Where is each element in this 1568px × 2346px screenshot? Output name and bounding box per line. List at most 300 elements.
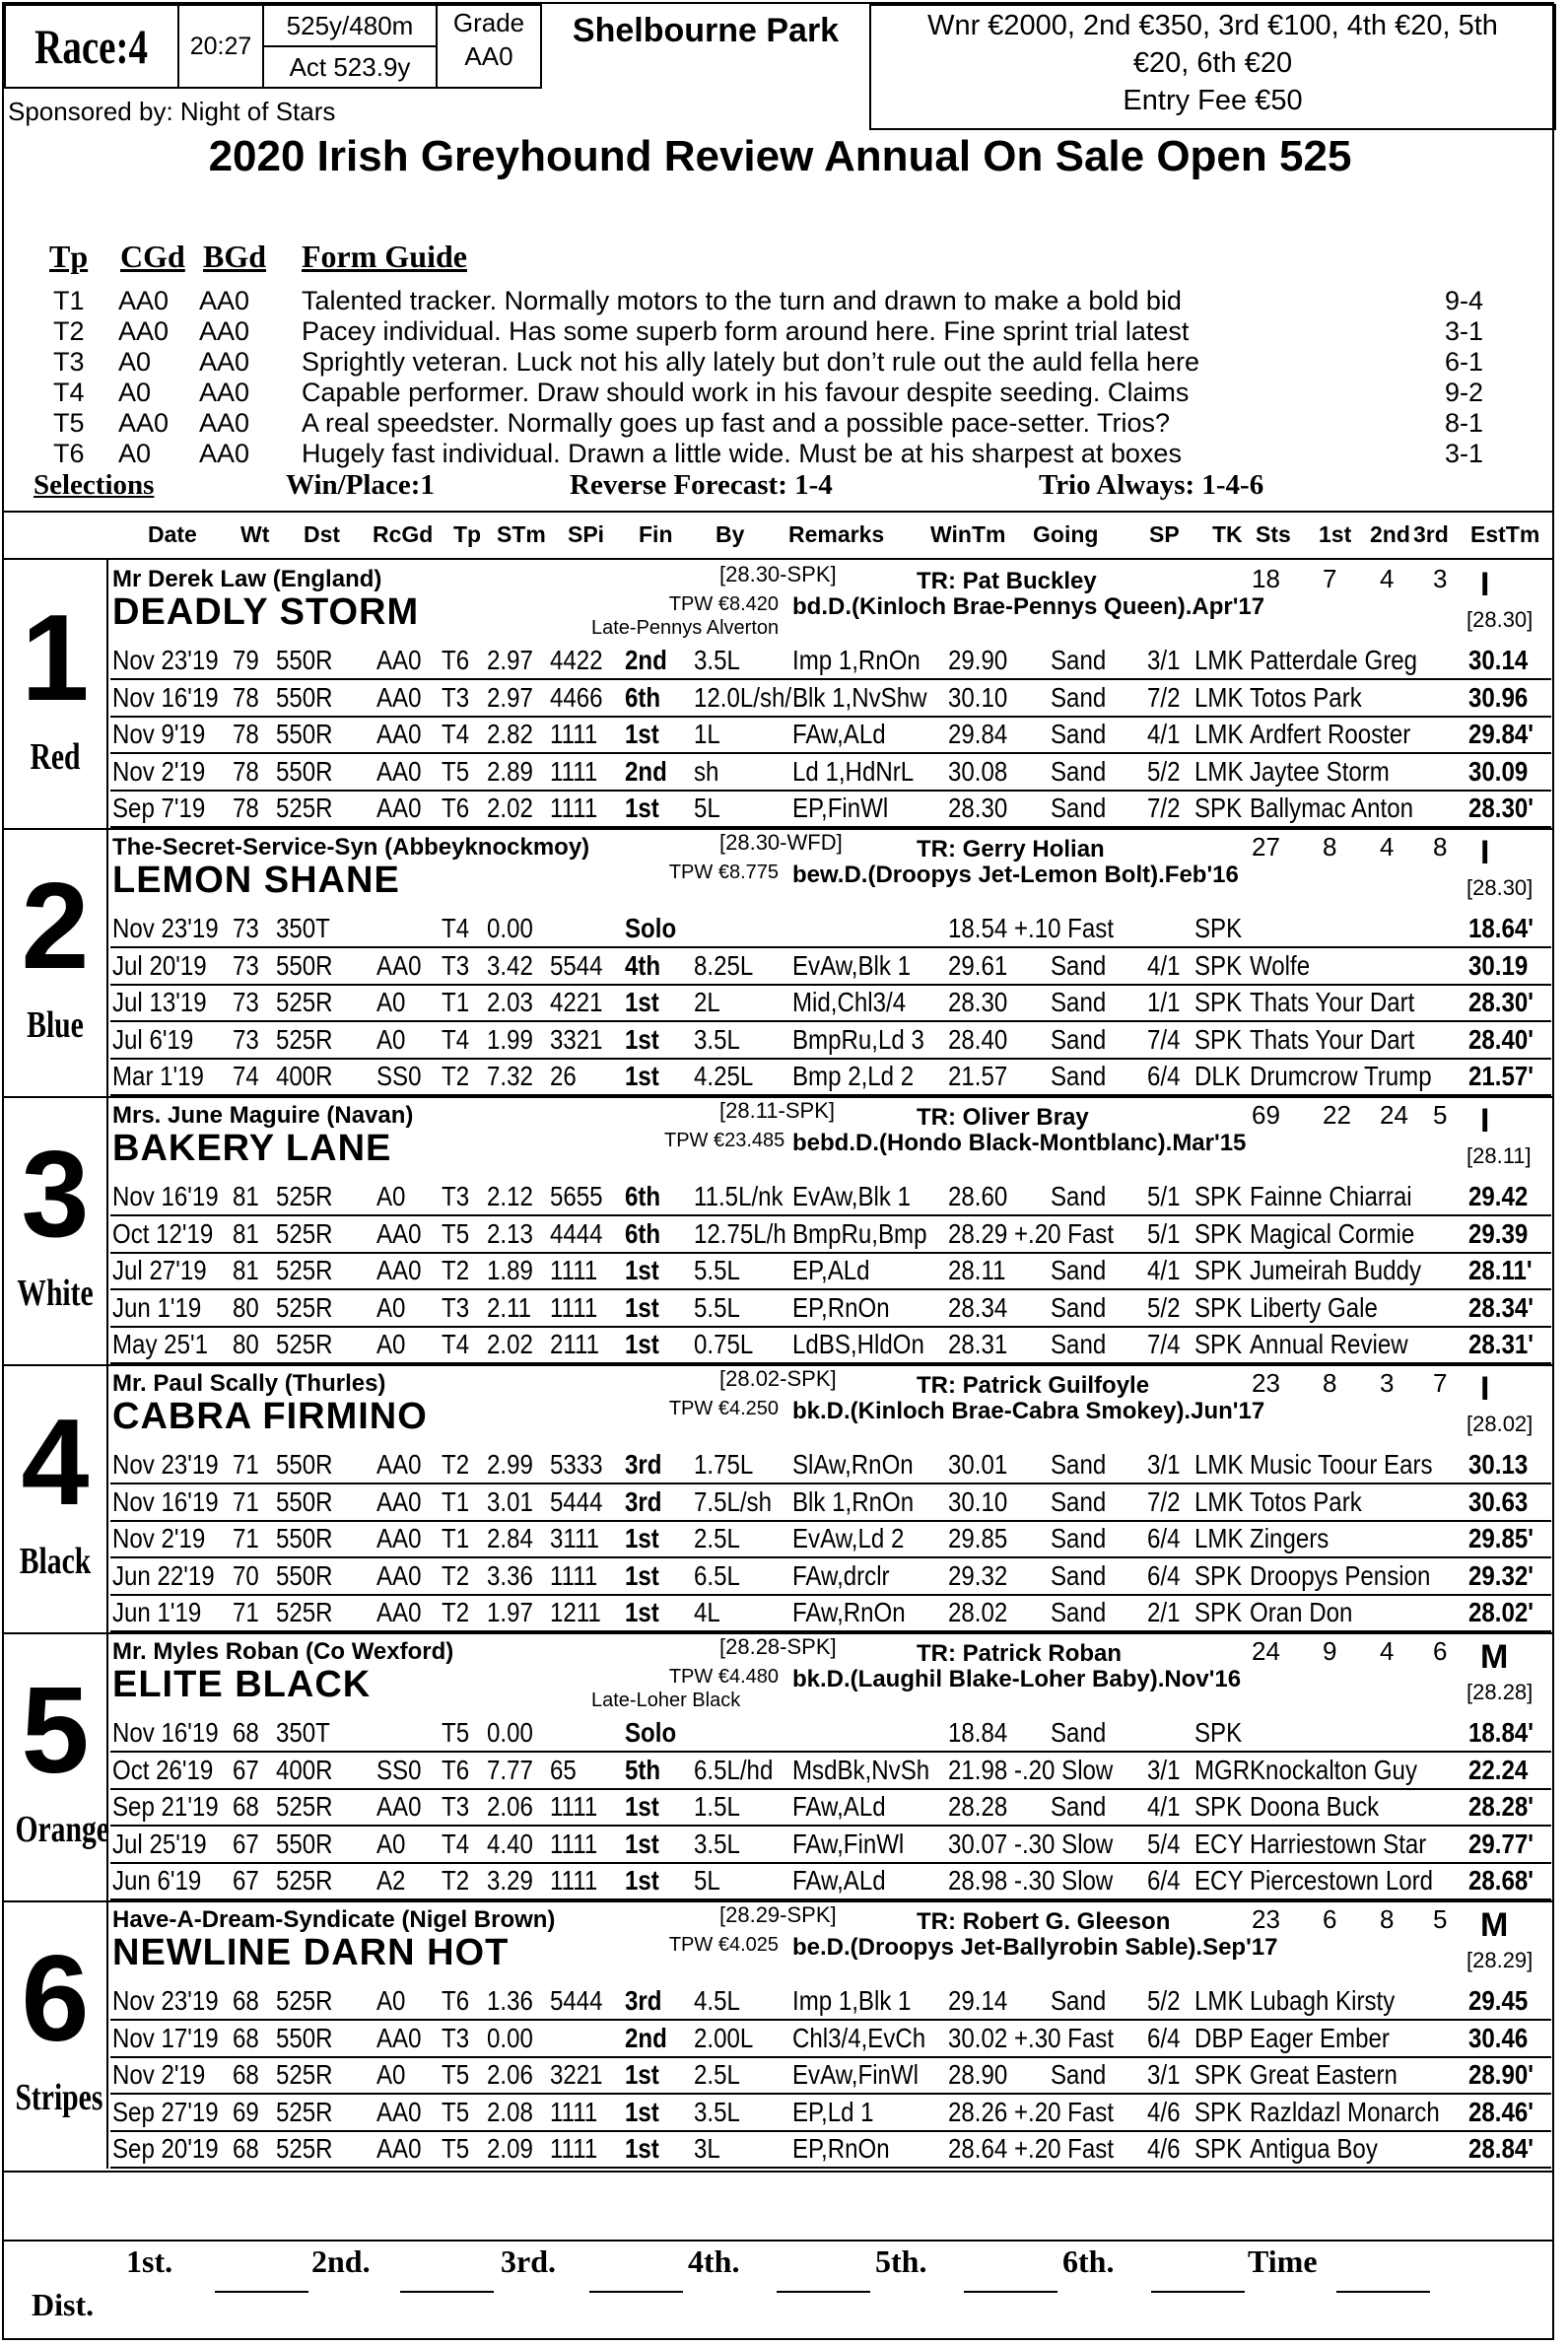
win-place: Win/Place:1 xyxy=(286,469,435,501)
run-est: 28.46' xyxy=(1468,2096,1534,2127)
run-est: 28.84' xyxy=(1468,2133,1534,2164)
run-est: 21.57' xyxy=(1468,1061,1534,1091)
run-wt: 73 xyxy=(233,949,259,981)
run-tk: LMK xyxy=(1194,1985,1244,2016)
run-spi: 2111 xyxy=(550,1329,600,1359)
race-title: 2020 Irish Greyhound Review Annual On Sale Open 525 xyxy=(208,132,1352,180)
run-wintm: 29.32 xyxy=(948,1559,1008,1591)
column-header: Wt xyxy=(240,521,270,547)
run-stm: 3.42 xyxy=(487,949,533,981)
run-date: Nov 16'19 xyxy=(112,1181,219,1211)
run-spi: 3221 xyxy=(550,2059,603,2090)
run-wintm: 28.30 xyxy=(948,987,1008,1017)
run-sp: 6/4 xyxy=(1147,1559,1181,1591)
fg-cgd: A0 xyxy=(118,347,152,377)
run-fin: 3rd xyxy=(625,1485,662,1517)
form-run-row xyxy=(4,717,1552,753)
run-stm: 2.02 xyxy=(487,793,533,823)
starts: 24 xyxy=(1252,1636,1280,1666)
run-tp: T2 xyxy=(442,1255,470,1285)
run-wt: 67 xyxy=(233,1754,259,1785)
run-dst: 525R xyxy=(276,1181,333,1211)
run-fin: 1st xyxy=(625,1791,659,1822)
run-spi: 1111 xyxy=(550,1255,598,1285)
fg-trap: T5 xyxy=(53,408,85,438)
trap-number: 1 xyxy=(21,590,90,726)
run-by: 1.75L xyxy=(694,1449,754,1480)
run-sp: 3/1 xyxy=(1147,1449,1181,1480)
runner-entry xyxy=(4,828,1552,1096)
run-wintm: 29.14 xyxy=(948,1985,1008,2016)
run-est: 29.45 xyxy=(1468,1985,1529,2016)
form-run-row xyxy=(4,948,1552,985)
run-tp: T5 xyxy=(442,2133,470,2164)
run-opp: Piercestown Lord xyxy=(1250,1865,1434,1896)
run-wintm: 29.90 xyxy=(948,645,1008,675)
est-best: [28.30] xyxy=(1466,607,1534,632)
form-run-row xyxy=(4,1327,1552,1363)
place-label: 2nd. xyxy=(311,2243,371,2279)
run-fin: 1st xyxy=(625,1255,659,1285)
run-tp: T5 xyxy=(442,1717,470,1748)
place-label: 4th. xyxy=(688,2243,740,2279)
run-tp: T3 xyxy=(442,1791,470,1822)
grade-letter: I xyxy=(1480,1102,1490,1139)
place-blank xyxy=(400,2291,494,2293)
late-note: Late-Pennys Alverton xyxy=(591,617,780,639)
run-stm: 2.06 xyxy=(487,1791,533,1822)
fg-trap: T4 xyxy=(53,378,85,407)
run-est: 28.34' xyxy=(1468,1291,1534,1323)
run-tp: T4 xyxy=(442,719,470,749)
run-rcgd: AA0 xyxy=(376,645,422,675)
trainer: TR: Gerry Holian xyxy=(917,836,1105,862)
form-run-row xyxy=(4,1863,1552,1899)
run-spi: 5544 xyxy=(550,949,603,981)
run-date: Sep 27'19 xyxy=(112,2096,219,2127)
place-label: Time xyxy=(1248,2243,1318,2279)
fg-header-tp: Tp xyxy=(49,239,89,274)
run-date: Oct 12'19 xyxy=(112,1217,214,1249)
run-sp: 6/4 xyxy=(1147,1865,1181,1896)
run-tp: T3 xyxy=(442,1181,470,1211)
run-opp: Harriestown Star xyxy=(1250,1828,1427,1859)
run-by: 4.5L xyxy=(694,1985,740,2016)
run-stm: 2.13 xyxy=(487,1217,533,1249)
run-dst: 350T xyxy=(276,913,330,943)
best-time: [28.11-SPK] xyxy=(719,1098,835,1123)
run-sp: 2/1 xyxy=(1147,1597,1181,1627)
column-header: WinTm xyxy=(930,521,1006,547)
run-date: Jun 1'19 xyxy=(112,1597,202,1627)
run-tk: SPK xyxy=(1194,1717,1243,1748)
run-tp: T5 xyxy=(442,755,470,787)
run-opp: Ardfert Rooster xyxy=(1250,719,1411,749)
place-label: 1st. xyxy=(126,2243,173,2279)
fg-trap: T1 xyxy=(53,286,85,315)
run-wintm: 21.57 xyxy=(948,1061,1008,1091)
run-wt: 71 xyxy=(233,1597,259,1627)
run-wt: 80 xyxy=(233,1291,259,1323)
run-stm: 1.99 xyxy=(487,1023,533,1055)
run-fin: 6th xyxy=(625,1181,661,1211)
run-by: 6.5L/hd xyxy=(694,1754,774,1785)
column-header: SPi xyxy=(568,521,605,547)
trap-number: 5 xyxy=(21,1663,90,1799)
tpw: TPW €8.775 xyxy=(668,862,779,883)
tpw: TPW €4.025 xyxy=(668,1934,779,1956)
run-rcgd: A0 xyxy=(376,1828,406,1859)
thirds: 5 xyxy=(1433,1904,1448,1934)
seconds: 3 xyxy=(1380,1368,1395,1398)
prizes-line2: €20, 6th €20 xyxy=(1132,47,1293,79)
run-fin: 2nd xyxy=(625,2022,667,2053)
form-run-row xyxy=(4,1253,1552,1289)
fg-odds: 8-1 xyxy=(1445,408,1484,438)
run-wt: 71 xyxy=(233,1523,259,1553)
run-wt: 68 xyxy=(233,1985,259,2016)
run-est: 28.30' xyxy=(1468,987,1534,1017)
run-tp: T2 xyxy=(442,1449,470,1480)
run-dst: 550R xyxy=(276,949,333,981)
run-tp: T2 xyxy=(442,1597,470,1627)
run-est: 29.39 xyxy=(1468,1217,1529,1249)
run-wt: 78 xyxy=(233,755,259,787)
wins: 8 xyxy=(1323,1368,1337,1398)
run-wintm: 28.60 xyxy=(948,1181,1008,1211)
run-fin: 3rd xyxy=(625,1985,662,2016)
place-label: 5th. xyxy=(875,2243,927,2279)
run-stm: 1.36 xyxy=(487,1985,533,2016)
run-sp: 6/4 xyxy=(1147,2022,1181,2053)
run-spi: 1111 xyxy=(550,719,598,749)
run-going: Sand xyxy=(1051,1559,1107,1591)
entry-fee: Entry Fee €50 xyxy=(1123,85,1303,116)
run-date: Jun 1'19 xyxy=(112,1291,202,1323)
place-blank xyxy=(777,2291,870,2293)
column-header: Going xyxy=(1033,521,1099,547)
run-wintm: 28.90 xyxy=(948,2059,1008,2090)
run-going: Sand xyxy=(1051,1291,1107,1323)
greyhound-name: BAKERY LANE xyxy=(112,1128,392,1169)
runner-entry xyxy=(4,1632,1552,1900)
run-spi: 1111 xyxy=(550,755,598,787)
run-stm: 7.32 xyxy=(487,1061,533,1091)
run-tp: T3 xyxy=(442,2022,470,2053)
run-dst: 400R xyxy=(276,1754,333,1785)
run-est: 29.77' xyxy=(1468,1828,1534,1859)
run-tk: SPK xyxy=(1194,2059,1243,2090)
run-fin: 1st xyxy=(625,1559,659,1591)
run-opp: Liberty Gale xyxy=(1250,1291,1378,1323)
run-est: 30.19 xyxy=(1468,949,1529,981)
run-by: 1.5L xyxy=(694,1791,740,1822)
run-date: Jun 22'19 xyxy=(112,1559,215,1591)
run-by: 12.75L/h xyxy=(694,1217,786,1249)
run-rcgd: AA0 xyxy=(376,2096,422,2127)
runner-entry xyxy=(4,1900,1552,2169)
run-rem: FAw,RnOn xyxy=(792,1597,906,1627)
run-fin: 5th xyxy=(625,1754,661,1785)
run-spi: 4221 xyxy=(550,987,603,1017)
run-sp: 4/1 xyxy=(1147,1255,1181,1285)
run-spi: 1111 xyxy=(550,793,598,823)
run-rcgd: AA0 xyxy=(376,1597,422,1627)
run-dst: 550R xyxy=(276,719,333,749)
run-opp: Knockalton Guy xyxy=(1250,1754,1417,1785)
run-going: Sand xyxy=(1051,1717,1107,1748)
tpw: TPW €23.485 xyxy=(664,1130,785,1151)
column-header: SP xyxy=(1149,521,1180,547)
run-est: 30.46 xyxy=(1468,2022,1529,2053)
run-tk: LMK xyxy=(1194,755,1244,787)
trainer: TR: Pat Buckley xyxy=(917,568,1097,594)
run-wt: 68 xyxy=(233,2059,259,2090)
run-going: Sand xyxy=(1051,2059,1107,2090)
run-stm: 2.03 xyxy=(487,987,533,1017)
run-fin: 1st xyxy=(625,2096,659,2127)
place-blank xyxy=(589,2291,683,2293)
run-wintm: 28.30 xyxy=(948,793,1008,823)
column-header: STm xyxy=(497,521,546,547)
run-going: Sand xyxy=(1051,1449,1107,1480)
run-rcgd: SS0 xyxy=(376,1061,422,1091)
run-tk: LMK xyxy=(1194,719,1244,749)
run-wt: 78 xyxy=(233,681,259,713)
form-run-row xyxy=(4,1484,1552,1521)
fg-comment: A real speedster. Normally goes up fast and a possible pace-setter. Trios? xyxy=(302,408,1170,438)
fg-odds: 9-2 xyxy=(1445,378,1484,407)
run-by: 2.5L xyxy=(694,1523,740,1553)
divider-footer xyxy=(4,2240,1552,2242)
run-fin: 1st xyxy=(625,719,659,749)
run-dst: 525R xyxy=(276,987,333,1017)
run-tk: SPK xyxy=(1194,987,1243,1017)
est-best: [28.30] xyxy=(1466,875,1534,900)
place-label: 6th. xyxy=(1062,2243,1115,2279)
run-fin: 1st xyxy=(625,1828,659,1859)
greyhound-name: CABRA FIRMINO xyxy=(112,1396,428,1437)
run-dst: 525R xyxy=(276,1217,333,1249)
run-est: 30.96 xyxy=(1468,681,1529,713)
run-sp: 7/4 xyxy=(1147,1023,1181,1055)
seconds: 8 xyxy=(1380,1904,1395,1934)
place-label: 3rd. xyxy=(501,2243,556,2279)
fg-odds: 3-1 xyxy=(1445,316,1484,346)
column-header: 2nd xyxy=(1370,521,1410,547)
column-header: Tp xyxy=(453,521,482,547)
run-going: Sand xyxy=(1051,1023,1107,1055)
run-going: Sand xyxy=(1051,949,1107,981)
est-best: [28.29] xyxy=(1466,1948,1534,1972)
run-rcgd: A2 xyxy=(376,1865,406,1896)
trap-number: 4 xyxy=(21,1395,90,1531)
run-fin: 1st xyxy=(625,793,659,823)
race-time: 20:27 xyxy=(189,32,252,60)
run-est: 30.09 xyxy=(1468,755,1529,787)
run-wt: 69 xyxy=(233,2096,259,2127)
run-rcgd: AA0 xyxy=(376,949,422,981)
greyhound-name: DEADLY STORM xyxy=(112,591,420,633)
run-est: 29.42 xyxy=(1468,1181,1529,1211)
column-header: Fin xyxy=(639,521,673,547)
run-spi: 1111 xyxy=(550,1828,598,1859)
run-date: May 25'1 xyxy=(112,1329,208,1359)
fg-trap: T3 xyxy=(53,347,85,377)
run-spi: 1111 xyxy=(550,2096,598,2127)
race-time-box xyxy=(177,4,264,89)
run-sp: 3/1 xyxy=(1147,645,1181,675)
trap-number: 6 xyxy=(21,1931,90,2067)
fg-header-bgd: BGd xyxy=(203,239,267,274)
place-blank xyxy=(215,2291,308,2293)
run-rem: EP,RnOn xyxy=(792,1291,890,1323)
run-opp: Lubagh Kirsty xyxy=(1250,1985,1396,2016)
run-stm: 3.36 xyxy=(487,1559,533,1591)
run-by: 5L xyxy=(694,1865,720,1896)
race-distance: 525y/480m xyxy=(286,10,414,40)
reverse-forecast: Reverse Forecast: 1-4 xyxy=(570,469,833,501)
owner: Mr. Myles Roban (Co Wexford) xyxy=(112,1638,454,1665)
run-wintm: 29.84 xyxy=(948,719,1008,749)
prizes-line1: Wnr €2000, 2nd €350, 3rd €100, 4th €20, 5th xyxy=(927,10,1498,41)
run-date: Jul 25'19 xyxy=(112,1828,207,1859)
run-by: 0.75L xyxy=(694,1329,754,1359)
run-opp: Wolfe xyxy=(1250,949,1311,981)
trainer: TR: Patrick Roban xyxy=(917,1640,1123,1667)
run-tp: T6 xyxy=(442,1985,470,2016)
actual-distance-box xyxy=(262,45,438,89)
run-spi: 1111 xyxy=(550,2133,598,2164)
fg-cgd: A0 xyxy=(118,378,152,407)
run-spi: 1111 xyxy=(550,1865,598,1896)
fg-bgd: AA0 xyxy=(199,408,250,438)
fg-bgd: AA0 xyxy=(199,347,250,377)
trap-colour: White xyxy=(17,1273,94,1314)
starts: 18 xyxy=(1252,564,1280,593)
run-sp: 7/2 xyxy=(1147,793,1181,823)
fg-comment: Sprightly veteran. Luck not his ally lately but don’t rule out the auld fella here xyxy=(302,347,1200,377)
run-rem: Imp 1,RnOn xyxy=(792,645,920,675)
fg-bgd: AA0 xyxy=(199,286,250,315)
fg-cgd: AA0 xyxy=(118,286,170,315)
run-opp: Razldazl Monarch xyxy=(1250,2096,1440,2127)
run-wt: 67 xyxy=(233,1865,259,1896)
run-by: 3.5L xyxy=(694,2096,740,2127)
run-tk: SPK xyxy=(1194,1255,1243,1285)
run-rcgd: AA0 xyxy=(376,1791,422,1822)
run-fin: 3rd xyxy=(625,1449,662,1480)
owner: Have-A-Dream-Syndicate (Nigel Brown) xyxy=(112,1906,556,1933)
run-by: 3.5L xyxy=(694,645,740,675)
run-est: 18.84' xyxy=(1468,1717,1534,1748)
run-dst: 550R xyxy=(276,645,333,675)
run-by: 2L xyxy=(694,987,720,1017)
run-est: 28.40' xyxy=(1468,1023,1534,1055)
form-run-row xyxy=(4,1447,1552,1484)
fg-cgd: AA0 xyxy=(118,316,170,346)
run-tp: T2 xyxy=(442,1559,470,1591)
run-dst: 550R xyxy=(276,755,333,787)
run-dst: 525R xyxy=(276,1023,333,1055)
fg-comment: Pacey individual. Has some superb form around here. Fine sprint trial latest xyxy=(302,316,1190,346)
run-dst: 550R xyxy=(276,681,333,713)
run-wt: 68 xyxy=(233,1717,259,1748)
form-run-row xyxy=(4,1022,1552,1059)
grade-box xyxy=(436,4,542,89)
run-by: 3.5L xyxy=(694,1023,740,1055)
run-rcgd: AA0 xyxy=(376,1217,422,1249)
form-run-row xyxy=(4,1789,1552,1826)
trap-colour: Orange xyxy=(15,1809,109,1850)
run-by: 2.00L xyxy=(694,2022,754,2053)
run-sp: 1/1 xyxy=(1147,987,1181,1017)
column-header: Sts xyxy=(1256,521,1291,547)
trainer: TR: Robert G. Gleeson xyxy=(917,1908,1171,1935)
run-sp: 7/2 xyxy=(1147,1485,1181,1517)
run-wintm: 28.02 xyxy=(948,1597,1008,1627)
tpw: TPW €4.250 xyxy=(668,1398,779,1419)
run-rcgd: SS0 xyxy=(376,1754,422,1785)
run-tk: MGR xyxy=(1194,1754,1251,1785)
owner: The-Secret-Service-Syn (Abbeyknockmoy) xyxy=(112,834,590,861)
grade-letter: M xyxy=(1480,1638,1509,1676)
column-header: TK xyxy=(1212,521,1243,547)
run-wintm: 18.54 +.10 Fast xyxy=(948,913,1115,943)
run-rem: Bmp 2,Ld 2 xyxy=(792,1061,915,1091)
grade-letter: I xyxy=(1480,1370,1490,1408)
run-wintm: 28.34 xyxy=(948,1291,1008,1323)
run-stm: 2.08 xyxy=(487,2096,533,2127)
run-stm: 1.97 xyxy=(487,1597,533,1627)
run-est: 22.24 xyxy=(1468,1754,1529,1785)
run-date: Nov 23'19 xyxy=(112,1449,219,1480)
run-sp: 4/1 xyxy=(1147,719,1181,749)
run-tk: SPK xyxy=(1194,1559,1243,1591)
run-wt: 73 xyxy=(233,987,259,1017)
run-sp: 5/1 xyxy=(1147,1181,1181,1211)
best-time: [28.28-SPK] xyxy=(719,1634,837,1659)
run-going: Sand xyxy=(1051,1181,1107,1211)
run-opp: Patterdale Greg xyxy=(1250,645,1417,675)
divider-footer-top xyxy=(4,2171,1552,2173)
owner: Mr Derek Law (England) xyxy=(112,566,382,592)
run-tk: DBP xyxy=(1194,2022,1244,2053)
run-tp: T3 xyxy=(442,949,470,981)
greyhound-name: NEWLINE DARN HOT xyxy=(112,1932,510,1973)
form-run-row xyxy=(4,1216,1552,1253)
run-rcgd: A0 xyxy=(376,1985,406,2016)
run-dst: 525R xyxy=(276,1985,333,2016)
run-est: 18.64' xyxy=(1468,913,1534,943)
run-opp: Thats Your Dart xyxy=(1250,1023,1415,1055)
run-sp: 3/1 xyxy=(1147,2059,1181,2090)
thirds: 8 xyxy=(1433,832,1448,862)
run-est: 28.02' xyxy=(1468,1597,1534,1627)
form-run-row xyxy=(4,1059,1552,1095)
run-rem: MsdBk,NvSh xyxy=(792,1754,930,1785)
run-tp: T3 xyxy=(442,1291,470,1323)
best-time: [28.02-SPK] xyxy=(719,1366,837,1391)
seconds: 4 xyxy=(1380,832,1395,862)
trap-colour: Black xyxy=(19,1541,92,1582)
run-sp: 5/2 xyxy=(1147,1291,1181,1323)
runner-entry xyxy=(4,1364,1552,1632)
run-rcgd: A0 xyxy=(376,1181,406,1211)
run-fin: Solo xyxy=(625,1717,677,1748)
fg-odds: 9-4 xyxy=(1445,286,1484,315)
run-fin: 2nd xyxy=(625,645,667,675)
